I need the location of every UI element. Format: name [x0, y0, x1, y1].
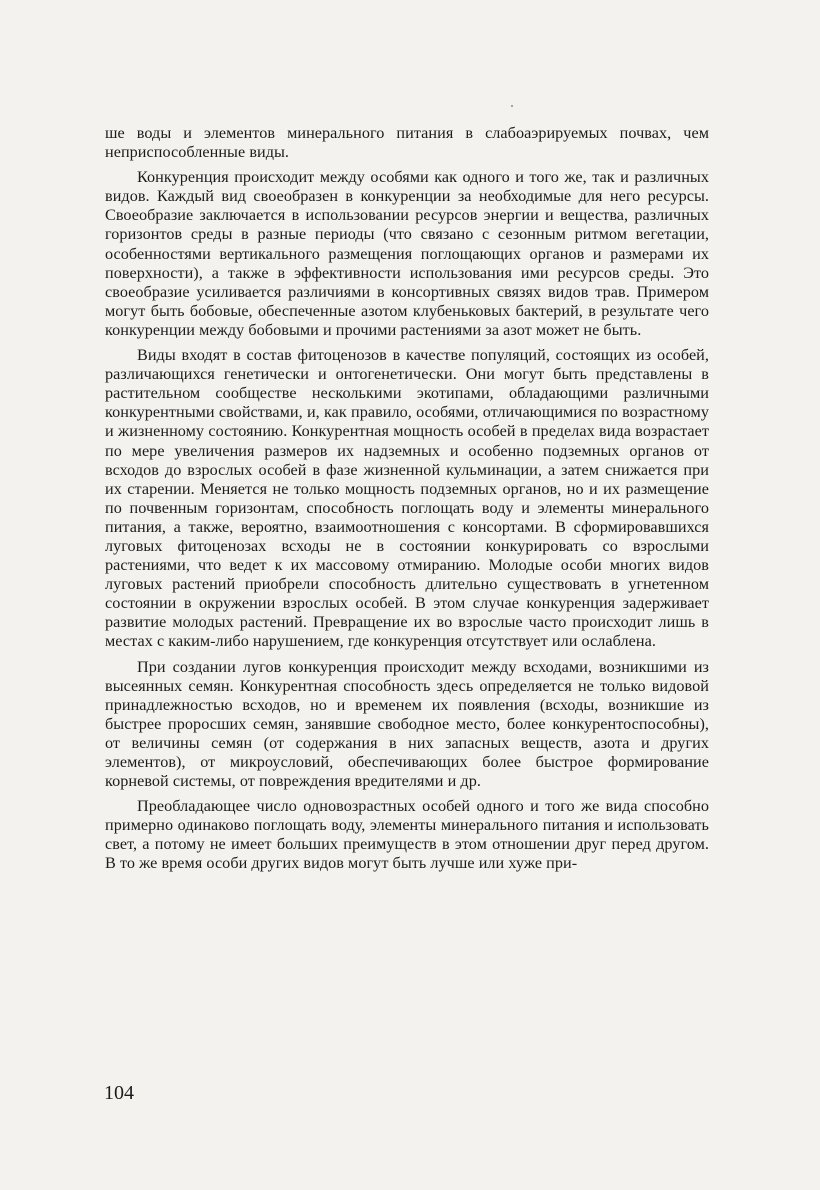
paragraph-competition-types: Конкуренция происходит между особями как одного и того же, так и различных видов. Каждый вид своеобразен в конкуренции за необходимые для него ресурсы. Своеобразие заключается в использовании ресурсов энергии и вещества, различных горизонтов среды в разные периоды (что связано с сезонным ритмом вегетации, особенностями вертикального размещения поглощающих органов и размерами их поверхности), а также в эффективности использования ими ресурсов среды. Это своеобразие усиливается различиями в консортивных связях видов трав. Примером могут быть бобовые, обеспеченные азотом клубеньковых бактерий, в результате чего конкуренции между бобовыми и прочими растениями за азот может не быть. — [105, 168, 709, 339]
paragraph-populations: Виды входят в состав фитоценозов в качестве популяций, состоящих из особей, различающихся генетически и онтогенетически. Они могут быть представлены в растительном сообществе несколькими экотипами, обладающими различными конкурентными свойствами, и, как правило, особями, отличающимися по возрастному и жизненному состоянию. Конкурентная мощность особей в пределах вида возрастает по мере увеличения размеров их надземных и особенно подземных органов от всходов до взрослых особей в фазе жизненной кульминации, а затем снижается при их старении. Меняется не только мощность подземных органов, но и их размещение по почвенным горизонтам, способность поглощать воду и элементы минерального питания, а также, вероятно, взаимоотношения с консортами. В сформировавшихся луговых фитоценозах всходы не в состоянии конкурировать со взрослыми растениями, что ведет к их массовому отмиранию. Молодые особи многих видов луговых растений приобрели способность длительно существовать в угнетенном состоянии в окружении взрослых особей. В этом случае конкуренция задерживает развитие молодых растений. Превращение их во взрослые часто происходит лишь в местах с каким-либо нарушением, где конкуренция отсутствует или ослаблена. — [105, 346, 709, 651]
paragraph-continuation: ше воды и элементов минерального питания в слабоаэрируемых почвах, чем неприспособленные виды. — [105, 124, 709, 162]
paragraph-meadow-creation: При создании лугов конкуренция происходит между всходами, возникшими из высеянных семян. Конкурентная способность здесь определяется не только видовой принадлежностью всходов, но и временем их появления (всходы, возникшие из быстрее проросших семян, занявшие свободное место, более конкурентоспособны), от величины семян (от содержания в них запасных веществ, азота и других элементов), от микроусловий, обеспечивающих более быстрое формирование корневой системы, от повреждения вредителями и др. — [105, 657, 709, 791]
page-body-text — [105, 124, 709, 880]
print-speck — [511, 105, 513, 107]
paragraph-same-age-individuals: Преобладающее число одновозрастных особей одного и того же вида способно примерно одинаково поглощать воду, элементы минерального питания и использовать свет, а потому не имеет больших преимуществ в этом отношении друг перед другом. В то же время особи других видов могут быть лучше или хуже при- — [105, 797, 709, 873]
page-number: 104 — [104, 1082, 134, 1104]
